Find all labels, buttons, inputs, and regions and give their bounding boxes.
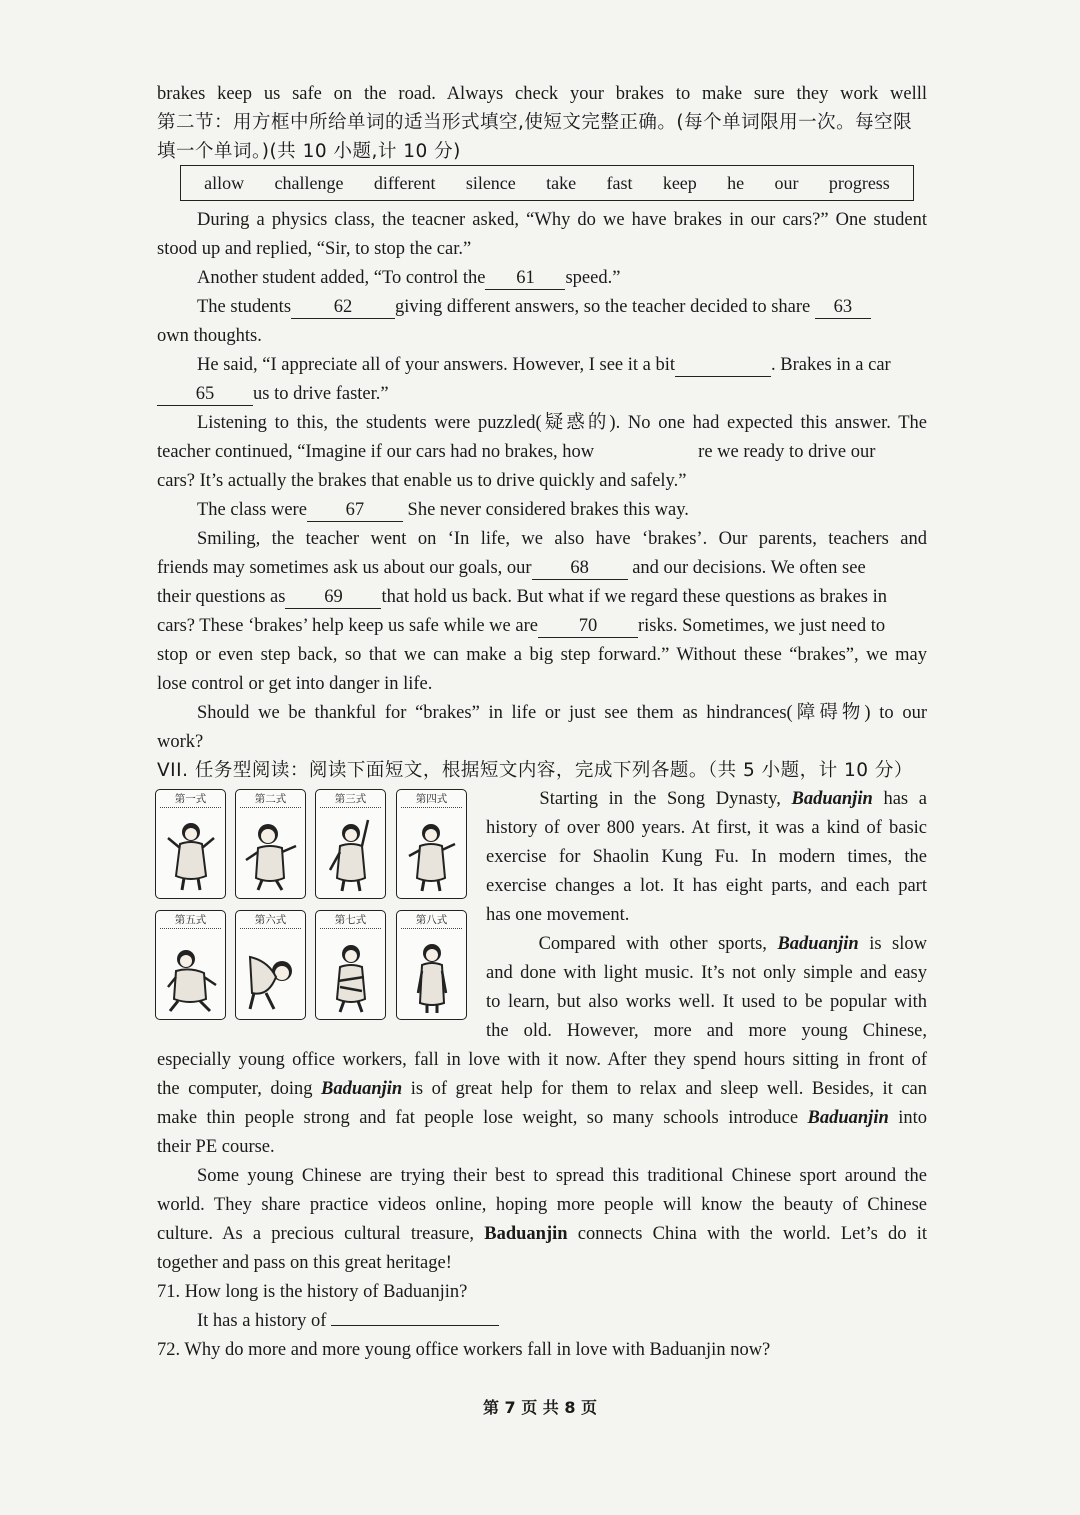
answer-71-blank[interactable] [331,1325,499,1326]
movement-card-1: 第一式 [155,789,226,899]
movement-card-7: 第七式 [315,910,386,1020]
top-line: brakes keep us safe on the road. Always check your brakes to make sure they work welll [157,84,927,104]
baduanjin-illustration-grid [155,789,469,1027]
passage1-line: teacher continued, “Imagine if our cars had no brakes, how re we ready to drive our [157,442,876,462]
passage1-line: their questions as 69 that hold us back. But what if we regard these questions as brakes in [157,587,887,607]
movement-card-2: 第二式 [235,789,306,899]
figure-icon [403,937,461,1015]
section2-heading-line2: 填一个单词。)(共 10 小题,计 10 分) [157,141,461,162]
word-box-item: keep [662,172,697,193]
movement-card-8: 第八式 [396,910,467,1020]
passage2-line: has one movement. [486,905,630,925]
passage1-line: lose control or get into danger in life. [157,674,433,694]
passage1-line: The students 62 giving different answers, so the teacher decided to share 63 [197,293,927,322]
movement-card-6: 第六式 [235,910,306,1020]
section2-heading-line1: 第二节：用方框中所给单词的适当形式填空,使短文完整正确。(每个单词限用一次。每空限 [157,112,913,133]
blank-64[interactable] [675,354,771,377]
passage2-line: especially young office workers, fall in love with it now. After they spend hours sitting in front of [157,1050,927,1070]
passage1-line: own thoughts. [157,326,262,346]
passage2-line: culture. As a precious cultural treasure, Baduanjin connects China with the world. Let’s do it [157,1224,928,1244]
word-box-item: progress [828,172,890,193]
word-box-item: take [546,172,577,193]
word-box-item: silence [465,172,516,193]
passage2-line: Starting in the Song Dynasty, Baduanjin has a [539,789,928,809]
passage1-line: 65 us to drive faster.” [157,380,927,409]
blank-66[interactable] [594,441,698,464]
word-box-item: fast [606,172,633,193]
passage1-line: Listening to this, the students were puzzled(疑惑的). No one had expected this answer. The [197,413,927,433]
passage1-line: cars? These ‘brakes’ help keep us safe while we are 70 risks. Sometimes, we just need to [157,616,886,636]
passage1-line: stop or even step back, so that we can make a big step forward.” Without these “brakes”, we may [157,645,927,665]
figure-icon [322,816,380,894]
movement-card-5: 第五式 [155,910,226,1020]
blank-69[interactable]: 69 [285,586,381,609]
blank-62[interactable]: 62 [291,296,395,319]
blank-68[interactable]: 68 [532,557,628,580]
passage1-line: Another student added, “To control the 61 speed.” [197,268,621,288]
passage1-line: The class were 67 She never considered brakes this way. [197,500,689,520]
answer-71-line: It has a history of [197,1307,967,1336]
passage2-line: make thin people strong and fat people lose weight, so many schools introduce Baduanjin into [157,1108,927,1128]
passage1-line: friends may sometimes ask us about our goals, our 68 and our decisions. We often see [157,558,866,578]
figure-icon [242,937,300,1015]
word-box-item: he [727,172,745,193]
passage2-line: exercise changes a lot. It has eight parts, and each part [486,876,927,896]
blank-63[interactable]: 63 [815,296,871,319]
word-box-item: allow [204,172,245,193]
passage1-line: stood up and replied, “Sir, to stop the car.” [157,239,472,259]
passage1-line: During a physics class, the teacner asked, “Why do we have brakes in our cars?” One student [197,210,927,230]
passage2-line: Some young Chinese are trying their best to spread this traditional Chinese sport around the [197,1166,927,1186]
movement-card-3: 第三式 [315,789,386,899]
figure-icon [322,937,380,1015]
question-71: 71. How long is the history of Baduanjin? [157,1282,468,1302]
passage1-line: work? [157,732,204,752]
blank-70[interactable]: 70 [538,615,638,638]
word-box-item: challenge [274,172,344,193]
word-box [180,165,914,201]
word-box-item: our [774,172,799,193]
passage2-line: world. They share practice videos online, hoping more people will know the beauty of Chinese [157,1195,927,1215]
passage2-line: exercise for Shaolin Kung Fu. In modern times, the [486,847,927,867]
figure-icon [162,816,220,894]
passage1-line: cars? It’s actually the brakes that enable us to drive quickly and safely.” [157,471,687,491]
passage2-line: their PE course. [157,1137,275,1157]
passage1-line: Should we be thankful for “brakes” in life or just see them as hindrances(障碍物) to our [197,703,927,723]
figure-icon [162,937,220,1015]
figure-icon [403,816,461,894]
passage1-line: Smiling, the teacher went on ‘In life, we also have ‘brakes’. Our parents, teachers and [197,529,927,549]
passage2-line: the computer, doing Baduanjin is of great help for them to relax and sleep well. Besides, it can [157,1079,928,1099]
blank-67[interactable]: 67 [307,499,403,522]
passage2-line: the old. However, more and more young Chinese, [486,1021,927,1041]
section7-heading: VII. 任务型阅读：阅读下面短文，根据短文内容，完成下列各题。（共 5 小题，计 10 分） [157,760,913,781]
passage2-line: and done with light music. It’s not only simple and easy [486,963,927,983]
question-72: 72. Why do more and more young office workers fall in love with Baduanjin now? [157,1340,771,1360]
page-footer: 第 7 页 共 8 页 [482,1398,598,1417]
word-box-item: different [373,172,436,193]
passage2-line: history of over 800 years. At first, it was a kind of basic [486,818,927,838]
passage2-line: to learn, but also works well. It used to be popular with [486,992,927,1012]
movement-card-4: 第四式 [396,789,467,899]
blank-61[interactable]: 61 [485,267,565,290]
passage1-line: He said, “I appreciate all of your answers. However, I see it a bit . Brakes in a car [197,355,891,375]
passage2-line: together and pass on this great heritage! [157,1253,452,1273]
passage2-line: Compared with other sports, Baduanjin is slow [538,934,928,954]
figure-icon [242,816,300,894]
blank-65[interactable]: 65 [157,383,253,406]
